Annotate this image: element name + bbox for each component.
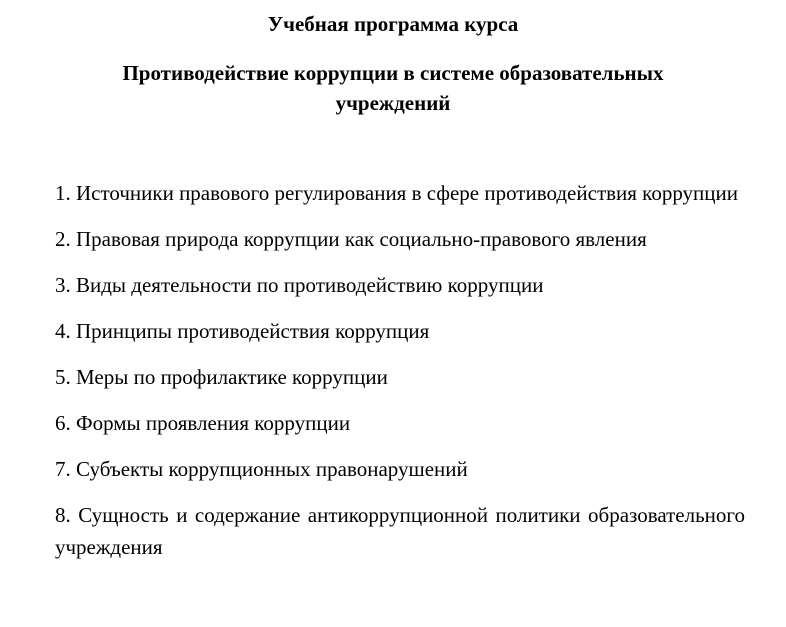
- topic-item-1: 1. Источники правового регулирования в сфере противодействия коррупции: [55, 181, 738, 205]
- topic-item-5: 5. Меры по профилактике коррупции: [55, 365, 388, 389]
- topic-item-4: 4. Принципы противодействия коррупция: [55, 319, 430, 343]
- topic-item-3: 3. Виды деятельности по противодействию коррупции: [55, 273, 544, 297]
- topic-item-8: 8. Сущность и содержание антикоррупционной политики образовательного учреждения: [55, 503, 745, 559]
- course-title-text: Противодействие коррупции в системе образовательных учреждений: [122, 61, 664, 115]
- topic-list: [55, 177, 745, 577]
- topic-item-7: 7. Субъекты коррупционных правонарушений: [55, 457, 468, 481]
- course-title: [0, 58, 786, 118]
- topic-item-6: 6. Формы проявления коррупции: [55, 411, 351, 435]
- topic-item-2: 2. Правовая природа коррупции как социально-правового явления: [55, 227, 647, 251]
- document-header: Учебная программа курса: [267, 12, 519, 36]
